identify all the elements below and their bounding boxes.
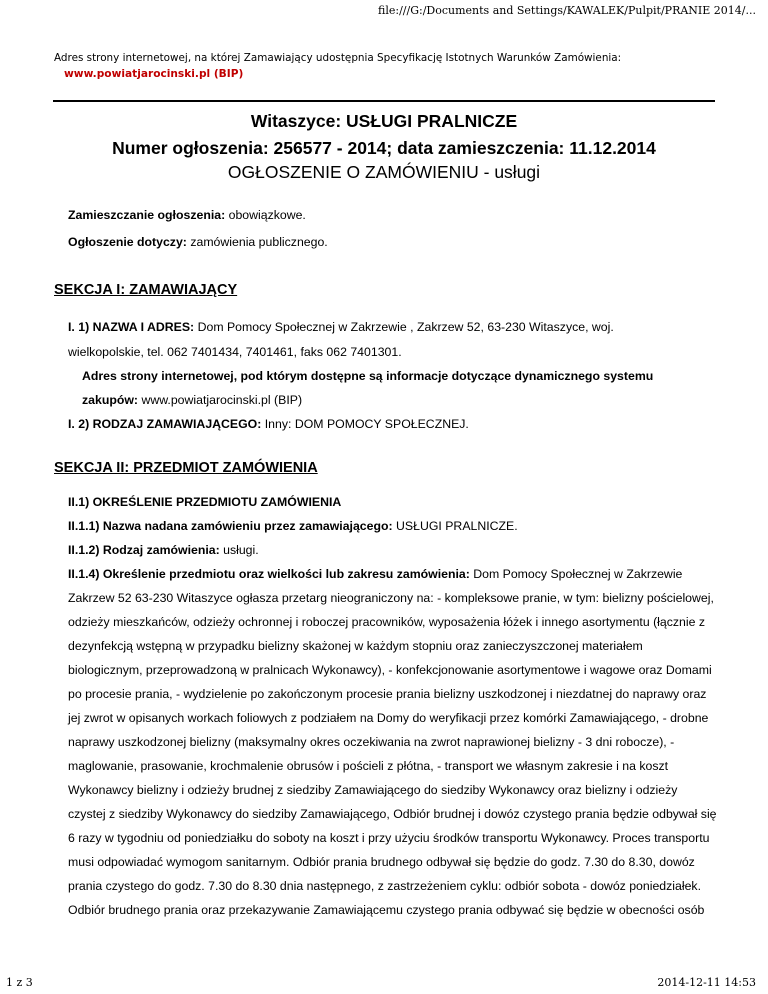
dynamic-system-label-end: zakupów: [82,393,139,407]
order-name-line [68,519,518,533]
dynamic-system-line [82,393,302,407]
contracting-type-line [68,417,469,431]
print-datetime: 2014-12-11 14:53 [657,976,756,989]
placement-label: Zamieszczanie ogłoszenia: [68,208,226,222]
announcement-type: OGŁOSZENIE O ZAMÓWIENIU - usługi [227,162,541,182]
order-name-value: USŁUGI PRALNICZE. [396,519,518,533]
placement-line [68,208,306,222]
contracting-name-value: Dom Pomocy Społecznej w Zakrzewie , Zakrzew 52, 63-230 Witaszyce, woj. [197,320,614,334]
placement-value: obowiązkowe. [228,208,306,222]
siwz-intro-text: Adres strony internetowej, na której Zamawiający udostępnia Specyfikację Istotnych Warunków Zamówienia: [54,52,622,64]
order-kind-line [68,543,259,557]
page-counter: 1 z 3 [6,976,33,989]
horizontal-divider [53,100,715,102]
order-kind-label: II.1.2) Rodzaj zamówienia: [68,543,220,557]
order-kind-value: usługi. [223,543,259,557]
section2-heading: SEKCJA II: PRZEDMIOT ZAMÓWIENIA [54,460,318,476]
page-title: Witaszyce: USŁUGI PRALNICZE [250,111,518,131]
announcement-number: Numer ogłoszenia: 256577 - 2014; data zamieszczenia: 11.12.2014 [112,138,656,158]
contracting-name-line [68,320,614,334]
dynamic-system-label: Adres strony internetowej, pod którym dostępne są informacje dotyczące dynamicznego systemu [82,369,654,383]
section1-heading: SEKCJA I: ZAMAWIAJĄCY [54,282,238,298]
dynamic-system-url: www.powiatjarocinski.pl (BIP) [141,393,303,407]
order-name-label: II.1.1) Nazwa nadana zamówieniu przez zamawiającego: [68,519,393,533]
concerns-line [68,235,328,249]
contracting-type-value: Inny: DOM POMOCY SPOŁECZNEJ. [264,417,469,431]
order-description [68,562,718,922]
contracting-contact-line: wielkopolskie, tel. 062 7401434, 7401461, faks 062 7401301. [68,345,402,359]
concerns-label: Ogłoszenie dotyczy: [68,235,187,249]
subject-subheading: II.1) OKREŚLENIE PRZEDMIOTU ZAMÓWIENIA [68,495,342,509]
siwz-link[interactable]: www.powiatjarocinski.pl (BIP) [64,68,244,80]
browser-header-url: file:///G:/Documents and Settings/KAWALEK/Pulpit/PRANIE 2014/... [378,4,756,17]
order-description-text: Dom Pomocy Społecznej w Zakrzewie Zakrzew 52 63-230 Witaszyce ogłasza przetarg nieograniczony na: - kompleksowe pranie, w tym: bielizny pościelowej, odzieży mieszkańców, odzieży ochronnej i roboczej pracowników, wyposażenia łóżek i innego asortymentu (łącznie z dezynfekcją wstępną w przypadku bielizny skażonej w każdym stopniu oraz zanieczyszczonej materiałem biologicznym, przeprowadzoną w pralnicach Wykonawcy), - konfekcjonowanie asortymentowe i wagowe oraz Domami po procesie prania, - wydzielenie po zakończonym procesie prania bielizny uszkodzonej i niezdatnej do naprawy oraz jej zwrot w opisanych workach foliowych z podziałem na Domy do weryfikacji przez komórki Zamawiającego, - drobne naprawy uszkodzonej bielizny (maksymalny okres oczekiwania na zwrot naprawionej bielizny - 3 dni robocze), - maglowanie, prasowanie, krochmalenie obrusów i pościeli z płótna, - transport we własnym zakresie i na koszt Wykonawcy bielizny i odzieży brudnej z siedziby Zamawiającego do siedziby Wykonawcy oraz bielizny i odzieży czystej z siedziby Wykonawcy do siedziby Zamawiającego, Odbiór brudnej i dowóz czystego prania będzie odbywał się 6 razy w tygodniu od poniedziałku do soboty na koszt i przy użyciu środków transportu Wykonawcy. Proces transportu musi odpowiadać wymogom sanitarnym. Odbiór prania brudnego odbywał się będzie do godz. 7.30 do 8.30, dowóz prania czystego do godz. 7.30 do 8.30 dnia następnego, z zastrzeżeniem cyklu: odbiór sobota - dowóz poniedziałek. Odbiór brudnego prania oraz przekazywanie Zamawiającemu czystego prania odbywać się będzie w obecności osób [68,567,717,917]
order-description-label: II.1.4) Określenie przedmiotu oraz wielkości lub zakresu zamówienia: [68,567,470,581]
contracting-name-label: I. 1) NAZWA I ADRES: [68,320,195,334]
concerns-value: zamówienia publicznego. [190,235,328,249]
contracting-type-label: I. 2) RODZAJ ZAMAWIAJĄCEGO: [68,417,262,431]
